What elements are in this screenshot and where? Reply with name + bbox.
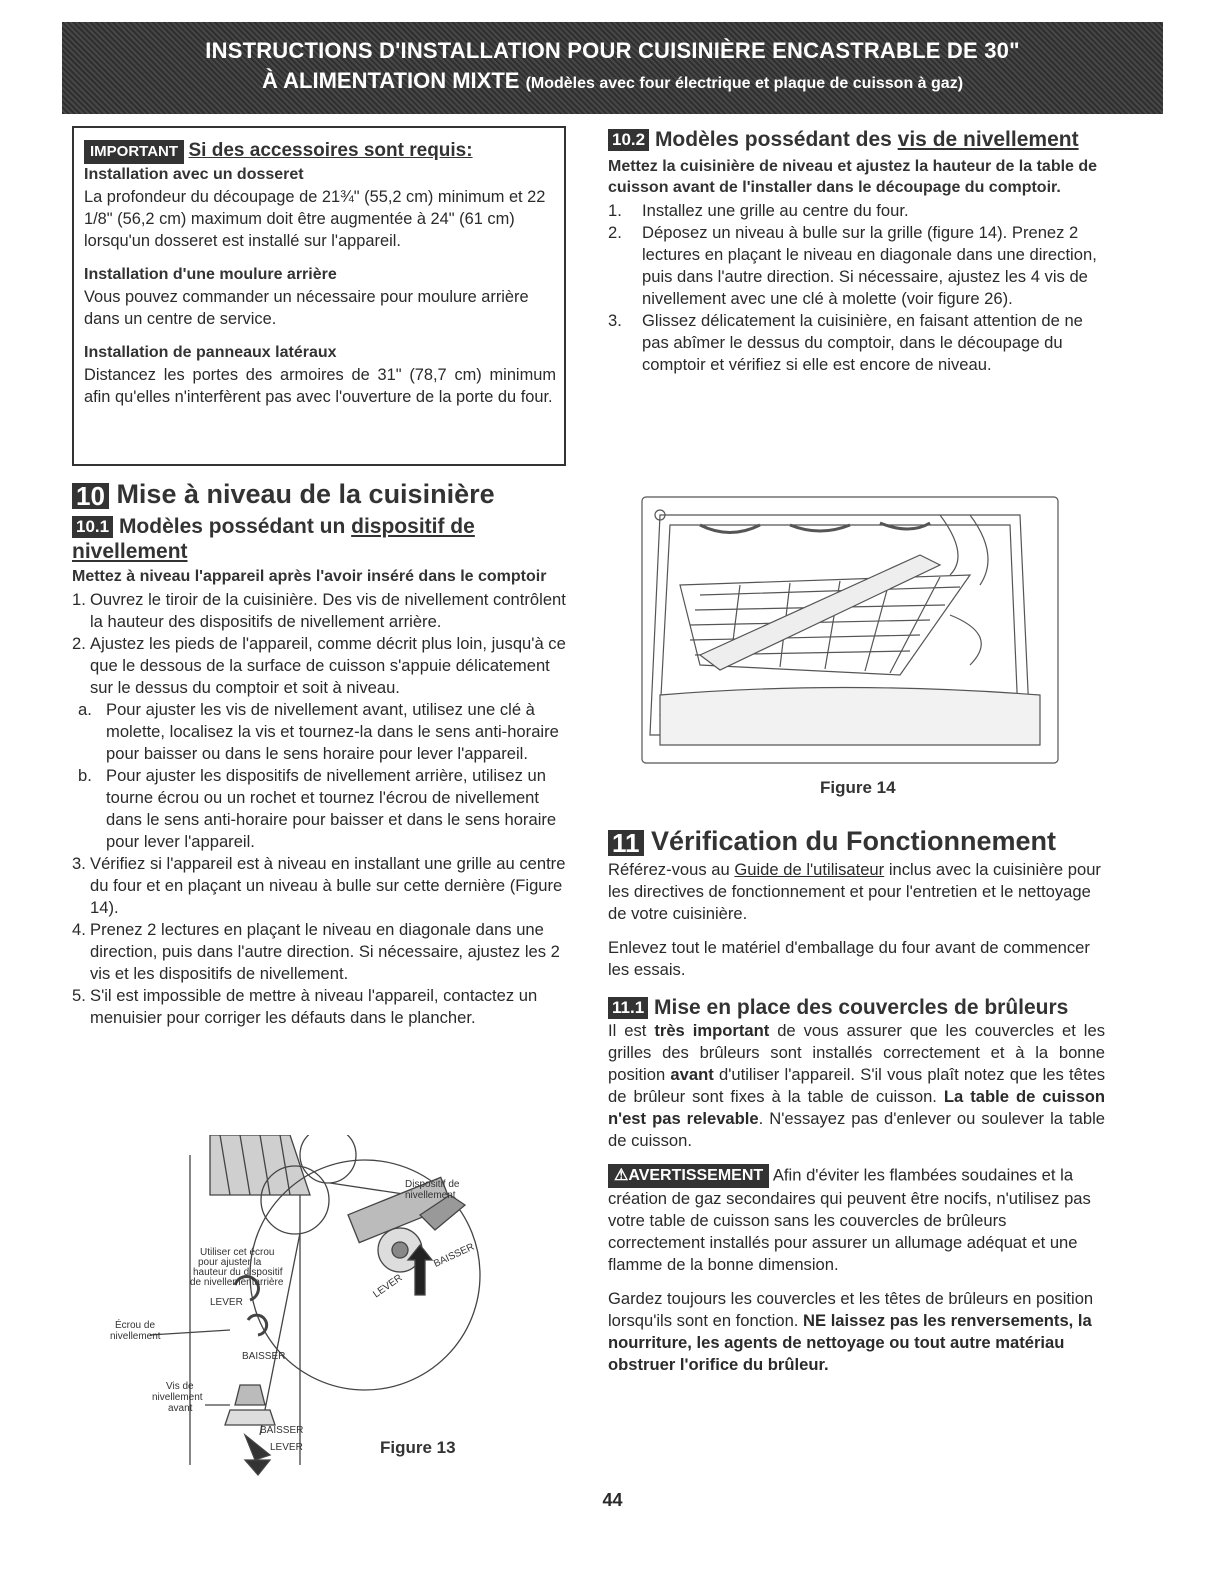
section-11-p1: Référez-vous au Guide de l'utilisateur inclus avec la cuisinière pour les directives de fonctionnement et pour l'entretien et le nettoyage de votre cuisinière. (608, 860, 1101, 923)
side-panels-text: Distancez les portes des armoires de 31" (78,7 cm) minimum afin qu'elles n'interfèrent pas avec l'ouverture de la porte du four. (84, 366, 556, 406)
section-10-2-number: 10.2 (608, 129, 649, 151)
list-item: 3. Glissez délicatement la cuisinière, en faisant attention de ne pas abîmer le dessus du comptoir, dans le découpage du comptoir et vérifiez si elle est encore de niveau. (608, 311, 1083, 374)
trim-title: Installation d'une moulure arrière (84, 266, 337, 283)
warning-paragraph (608, 1164, 1105, 1276)
list-item: 5. S'il est impossible de mettre à niveau l'appareil, contactez un menuisier pour corriger les défauts dans le plancher. (72, 986, 538, 1027)
section-10-1-title-a: Modèles possédant un (118, 515, 352, 538)
section-11-1-number: 11.1 (608, 997, 648, 1019)
fig13-label-vis3: avant (168, 1403, 193, 1414)
fig13-label-baisser: BAISSER (242, 1351, 286, 1362)
page-banner (62, 22, 1163, 114)
section-10-2-heading (608, 126, 1105, 154)
section-11-title: Vérification du Fonctionnement (651, 826, 1057, 856)
fig13-label-util2: pour ajuster la (198, 1257, 262, 1268)
section-10-1-number: 10.1 (72, 516, 113, 538)
banner-line1: INSTRUCTIONS D'INSTALLATION POUR CUISINIÈRE ENCASTRABLE DE 30" (205, 38, 1020, 63)
warning-tag: ⚠AVERTISSEMENT (608, 1164, 769, 1188)
list-item: 2. Déposez un niveau à bulle sur la grille (figure 14). Prenez 2 lectures en plaçant le niveau en diagonale dans une direction, puis dans l'autre direction. Si nécessaire, ajustez les 4 vis de nivellement avec une clé à molette (voir figure 26). (608, 223, 1097, 308)
section-11-1-p4: Gardez toujours les couvercles et les têtes de brûleurs en position lorsqu'ils sont en fonction. NE laissez pas les renversements, la nourriture, les agents de nettoyage ou tout autre matériau obstruer l'orifice du brûleur. (608, 1289, 1094, 1374)
fig13-label-lever: LEVER (210, 1297, 243, 1308)
fig13-label-util1: Utiliser cet écrou (200, 1247, 275, 1258)
fig13-label-nivellement: nivellement (405, 1190, 456, 1201)
important-title: Si des accessoires sont requis: (188, 140, 473, 162)
list-item: b. Pour ajuster les dispositifs de nivellement arrière, utilisez un tourne écrou ou un rochet et tournez l'écrou de nivellement dans le sens anti-horaire pour baisser et dans le sens horaire pour lever l'appareil. (78, 766, 557, 851)
section-10-2-steps (608, 200, 1105, 376)
user-guide-reference: Guide de l'utilisateur (734, 860, 885, 879)
important-tag: IMPORTANT (84, 140, 184, 164)
fig13-label-ecrou1: Écrou de (115, 1320, 156, 1331)
warning-icon: ⚠ (614, 1167, 629, 1184)
section-11-heading (608, 825, 1105, 857)
section-10-1-steps (72, 589, 570, 1029)
section-11-number: 11 (608, 830, 644, 856)
figure-14-caption: Figure 14 (820, 778, 896, 797)
list-item: 1. Ouvrez le tiroir de la cuisinière. Des vis de nivellement contrôlent la hauteur des dispositifs de nivellement arrière. (72, 590, 566, 631)
section-11-1-title: Mise en place des couvercles de brûleurs (654, 996, 1069, 1019)
section-10 (72, 478, 570, 1029)
important-header (84, 140, 564, 164)
fig13-label-vis2: nivellement (152, 1392, 203, 1403)
backsplash-title: Installation avec un dosseret (84, 166, 304, 183)
section-10-1-title-b: dispositif de nivellement (72, 515, 475, 563)
fig13-label-util3: hauteur du dispositif (193, 1267, 283, 1278)
warning-text: Afin d'éviter les flambées soudaines et la création de gaz secondaires qui peuvent être nocifs, n'utilisez pas votre table de cuisson sans les couvercles de brûleurs correctement installés pour assurer un allumage adéquat et une flamme de la bonne dimension. (608, 1165, 1091, 1274)
section-11-1-heading (608, 995, 1105, 1020)
figure-13-caption: Figure 13 (380, 1438, 456, 1457)
section-11-1-p3: Il est très important de vous assurer que les couvercles et les grilles des brûleurs sont installés correctement et à la bonne position avant d'utiliser l'appareil. S'il vous plaît notez que les têtes de brûleur sont fixes à la table de cuisson. La table de cuisson n'est pas relevable. N'essayez pas d'enlever ou soulever la table de cuisson. (608, 1021, 1105, 1150)
fig13-label-vis1: Vis de (166, 1381, 194, 1392)
section-10-heading (72, 478, 570, 510)
important-box (72, 126, 566, 466)
section-10-1-heading (72, 514, 570, 564)
backsplash-text: La profondeur du découpage de 21¾" (55,2 cm) minimum et 22 1/8" (56,2 cm) maximum doit être augmentée à 24" (61 cm) lorsqu'un dosseret est installé sur l'appareil. (84, 188, 546, 250)
fig13-label-lever3: LEVER (270, 1442, 303, 1453)
side-panels-title: Installation de panneaux latéraux (84, 344, 337, 361)
section-10-2-lead: Mettez la cuisinière de niveau et ajustez la hauteur de la table de cuisson avant de l'installer dans le découpage du comptoir. (608, 158, 1098, 196)
fig13-label-dispositif: Dispositif de (405, 1179, 460, 1190)
section-10-1-lead: Mettez à niveau l'appareil après l'avoir inséré dans le comptoir (72, 568, 547, 585)
fig13-label-lever2: LEVER (371, 1272, 405, 1301)
fig13-label-baisser3: BAISSER (260, 1425, 304, 1436)
trim-text: Vous pouvez commander un nécessaire pour moulure arrière dans un centre de service. (84, 288, 529, 328)
banner-line2-small: (Modèles avec four électrique et plaque de cuisson à gaz) (525, 75, 964, 92)
section-11-p2: Enlevez tout le matériel d'emballage du four avant de commencer les essais. (608, 938, 1090, 979)
page-number: 44 (602, 1490, 623, 1510)
list-item: 2. Ajustez les pieds de l'appareil, comme décrit plus loin, jusqu'à ce que le dessous de la surface de cuisson s'appuie délicatement sur le dessus du comptoir et soit à niveau. (72, 634, 566, 697)
section-10-2-title-a: Modèles possédant des (654, 128, 898, 151)
banner-line2-main: À ALIMENTATION MIXTE (261, 68, 520, 93)
section-10-2 (608, 126, 1105, 376)
section-10-number: 10 (72, 483, 109, 509)
fig13-label-ecrou2: nivellement (110, 1331, 161, 1342)
section-10-title: Mise à niveau de la cuisinière (116, 479, 495, 509)
section-10-2-title-b: vis de nivellement (897, 128, 1079, 151)
figure-14-illustration (640, 495, 1060, 765)
list-item: 4. Prenez 2 lectures en plaçant le niveau en diagonale dans une direction, puis dans l'autre direction. Si nécessaire, ajustez les 2 vis et les dispositifs de nivellement. (72, 920, 560, 983)
list-item: 3. Vérifiez si l'appareil est à niveau en installant une grille au centre du four et en plaçant un niveau à bulle sur cette dernière (Figure 14). (72, 854, 566, 917)
section-11 (608, 825, 1105, 1376)
list-item: a. Pour ajuster les vis de nivellement avant, utilisez une clé à molette, localisez la vis et tournez-la dans le sens anti-horaire pour baisser ou dans le sens horaire pour lever l'appareil. (78, 700, 559, 763)
list-item: 1. Installez une grille au centre du four. (608, 201, 909, 220)
fig13-label-baisser2: BAISSER (432, 1241, 477, 1270)
fig13-label-util4: de nivellementarrière (190, 1277, 284, 1288)
banner-line2 (62, 68, 1163, 94)
figure-13-illustration (90, 1135, 530, 1480)
